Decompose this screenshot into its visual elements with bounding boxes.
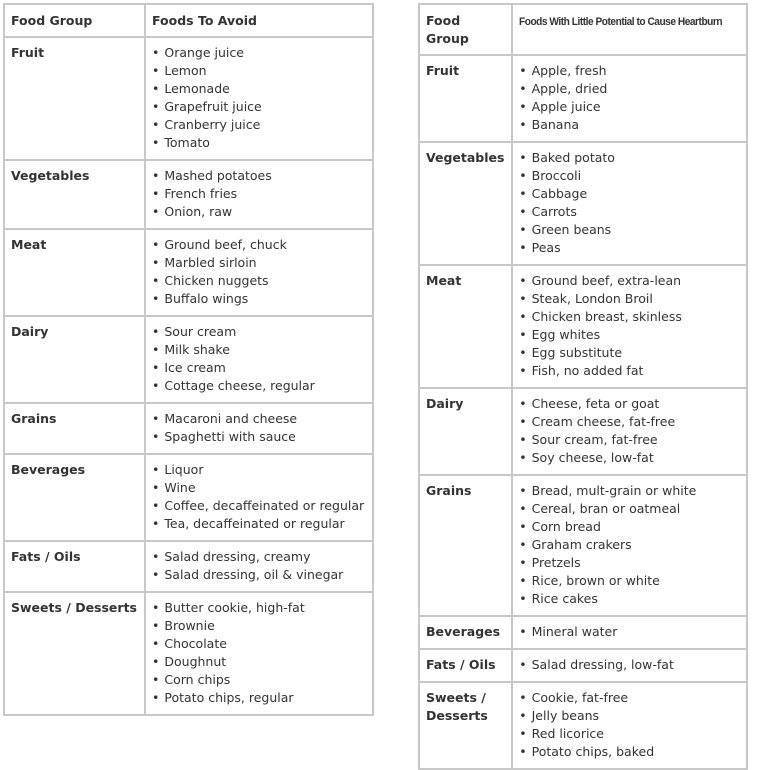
foods-list <box>152 236 366 308</box>
table-row <box>419 616 747 649</box>
foods-list <box>152 167 366 221</box>
list-item: • Green beans <box>519 221 740 239</box>
foods-list <box>519 656 740 674</box>
list-item: • Macaroni and cheese <box>152 410 366 428</box>
foods-list <box>152 44 366 152</box>
list-item: • Soy cheese, low-fat <box>519 449 740 467</box>
list-item: • Doughnut <box>152 653 366 671</box>
foods-to-avoid-table <box>3 3 374 716</box>
header-label: Foods To Avoid <box>152 13 257 28</box>
table-row <box>419 388 747 475</box>
foods-list <box>519 272 740 380</box>
list-item: • Bread, mult-grain or white <box>519 482 740 500</box>
list-item: • Baked potato <box>519 149 740 167</box>
list-item: • Butter cookie, high-fat <box>152 599 366 617</box>
list-item: • Cheese, feta or goat <box>519 395 740 413</box>
list-item: • Lemonade <box>152 80 366 98</box>
list-item: • Ground beef, chuck <box>152 236 366 254</box>
food-group-cell: Beverages <box>419 616 512 649</box>
list-item: • Grapefruit juice <box>152 98 366 116</box>
foods-cell <box>145 403 373 454</box>
table-row <box>4 37 373 160</box>
list-item: • Marbled sirloin <box>152 254 366 272</box>
list-item: • Rice cakes <box>519 590 740 608</box>
list-item: • Cabbage <box>519 185 740 203</box>
list-item: • Ground beef, extra-lean <box>519 272 740 290</box>
list-item: • Corn chips <box>152 671 366 689</box>
table-row <box>4 160 373 229</box>
list-item: • Salad dressing, low-fat <box>519 656 740 674</box>
foods-list <box>519 149 740 257</box>
food-group-cell: Beverages <box>4 454 145 541</box>
list-item: • Jelly beans <box>519 707 740 725</box>
list-item: • Apple, dried <box>519 80 740 98</box>
table-row <box>4 316 373 403</box>
list-item: • Egg whites <box>519 326 740 344</box>
food-group-cell: Meat <box>419 265 512 388</box>
foods-low-heartburn-table <box>418 3 748 770</box>
food-group-cell: Dairy <box>419 388 512 475</box>
list-item: • Chocolate <box>152 635 366 653</box>
list-item: • Sour cream <box>152 323 366 341</box>
header-label: Food Group <box>11 13 93 28</box>
foods-cell <box>512 682 747 769</box>
table-row <box>419 265 747 388</box>
foods-cell <box>512 649 747 682</box>
food-group-cell: Fats / Oils <box>419 649 512 682</box>
list-item: • Pretzels <box>519 554 740 572</box>
foods-cell <box>512 55 747 142</box>
list-item: • Corn bread <box>519 518 740 536</box>
foods-cell <box>145 229 373 316</box>
list-item: • Wine <box>152 479 366 497</box>
header-label: Food Group <box>426 13 469 46</box>
list-item: • Liquor <box>152 461 366 479</box>
table-row <box>4 454 373 541</box>
table-row <box>419 55 747 142</box>
list-item: • Mashed potatoes <box>152 167 366 185</box>
list-item: • Onion, raw <box>152 203 366 221</box>
list-item: • Potato chips, baked <box>519 743 740 761</box>
header-row <box>419 4 747 55</box>
header-label: Foods With Little Potential to Cause Heartburn <box>519 16 723 28</box>
list-item: • Tomato <box>152 134 366 152</box>
list-item: • French fries <box>152 185 366 203</box>
list-item: • Coffee, decaffeinated or regular <box>152 497 366 515</box>
food-group-cell: Sweets / Desserts <box>419 682 512 769</box>
foods-cell <box>145 454 373 541</box>
list-item: • Apple juice <box>519 98 740 116</box>
list-item: • Lemon <box>152 62 366 80</box>
list-item: • Carrots <box>519 203 740 221</box>
foods-list <box>152 599 366 707</box>
foods-cell <box>512 388 747 475</box>
list-item: • Broccoli <box>519 167 740 185</box>
foods-cell <box>512 616 747 649</box>
table-row <box>4 229 373 316</box>
list-item: • Brownie <box>152 617 366 635</box>
header-foods <box>145 4 373 37</box>
list-item: • Cream cheese, fat-free <box>519 413 740 431</box>
foods-cell <box>145 316 373 403</box>
foods-cell <box>145 37 373 160</box>
food-group-cell: Grains <box>419 475 512 616</box>
list-item: • Apple, fresh <box>519 62 740 80</box>
list-item: • Buffalo wings <box>152 290 366 308</box>
foods-cell <box>512 265 747 388</box>
list-item: • Banana <box>519 116 740 134</box>
food-group-cell: Meat <box>4 229 145 316</box>
list-item: • Milk shake <box>152 341 366 359</box>
header-row <box>4 4 373 37</box>
foods-list <box>152 410 366 446</box>
foods-list <box>519 623 740 641</box>
food-group-cell: Sweets / Desserts <box>4 592 145 715</box>
header-foods <box>512 4 747 55</box>
list-item: • Graham crakers <box>519 536 740 554</box>
food-group-cell: Fruit <box>419 55 512 142</box>
foods-cell <box>512 142 747 265</box>
foods-list <box>519 395 740 467</box>
list-item: • Peas <box>519 239 740 257</box>
list-item: • Cranberry juice <box>152 116 366 134</box>
foods-list <box>152 548 366 584</box>
table-row <box>419 142 747 265</box>
foods-list <box>519 62 740 134</box>
list-item: • Potato chips, regular <box>152 689 366 707</box>
table-row <box>4 403 373 454</box>
list-item: • Ice cream <box>152 359 366 377</box>
foods-list <box>519 482 740 608</box>
list-item: • Mineral water <box>519 623 740 641</box>
foods-cell <box>145 592 373 715</box>
list-item: • Salad dressing, oil & vinegar <box>152 566 366 584</box>
foods-list <box>152 323 366 395</box>
food-group-cell: Grains <box>4 403 145 454</box>
header-food-group <box>419 4 512 55</box>
list-item: • Cereal, bran or oatmeal <box>519 500 740 518</box>
foods-list <box>519 689 740 761</box>
food-group-cell: Vegetables <box>419 142 512 265</box>
list-item: • Salad dressing, creamy <box>152 548 366 566</box>
list-item: • Cottage cheese, regular <box>152 377 366 395</box>
list-item: • Steak, London Broil <box>519 290 740 308</box>
table-row <box>4 541 373 592</box>
table-row <box>419 649 747 682</box>
list-item: • Cookie, fat-free <box>519 689 740 707</box>
list-item: • Fish, no added fat <box>519 362 740 380</box>
list-item: • Red licorice <box>519 725 740 743</box>
food-group-cell: Fruit <box>4 37 145 160</box>
list-item: • Tea, decaffeinated or regular <box>152 515 366 533</box>
header-food-group <box>4 4 145 37</box>
list-item: • Orange juice <box>152 44 366 62</box>
food-group-cell: Fats / Oils <box>4 541 145 592</box>
list-item: • Spaghetti with sauce <box>152 428 366 446</box>
foods-cell <box>512 475 747 616</box>
food-group-cell: Vegetables <box>4 160 145 229</box>
table-row <box>419 682 747 769</box>
table-row <box>419 475 747 616</box>
list-item: • Egg substitute <box>519 344 740 362</box>
list-item: • Sour cream, fat-free <box>519 431 740 449</box>
foods-cell <box>145 541 373 592</box>
foods-cell <box>145 160 373 229</box>
food-group-cell: Dairy <box>4 316 145 403</box>
foods-list <box>152 461 366 533</box>
list-item: • Chicken nuggets <box>152 272 366 290</box>
list-item: • Chicken breast, skinless <box>519 308 740 326</box>
table-row <box>4 592 373 715</box>
list-item: • Rice, brown or white <box>519 572 740 590</box>
